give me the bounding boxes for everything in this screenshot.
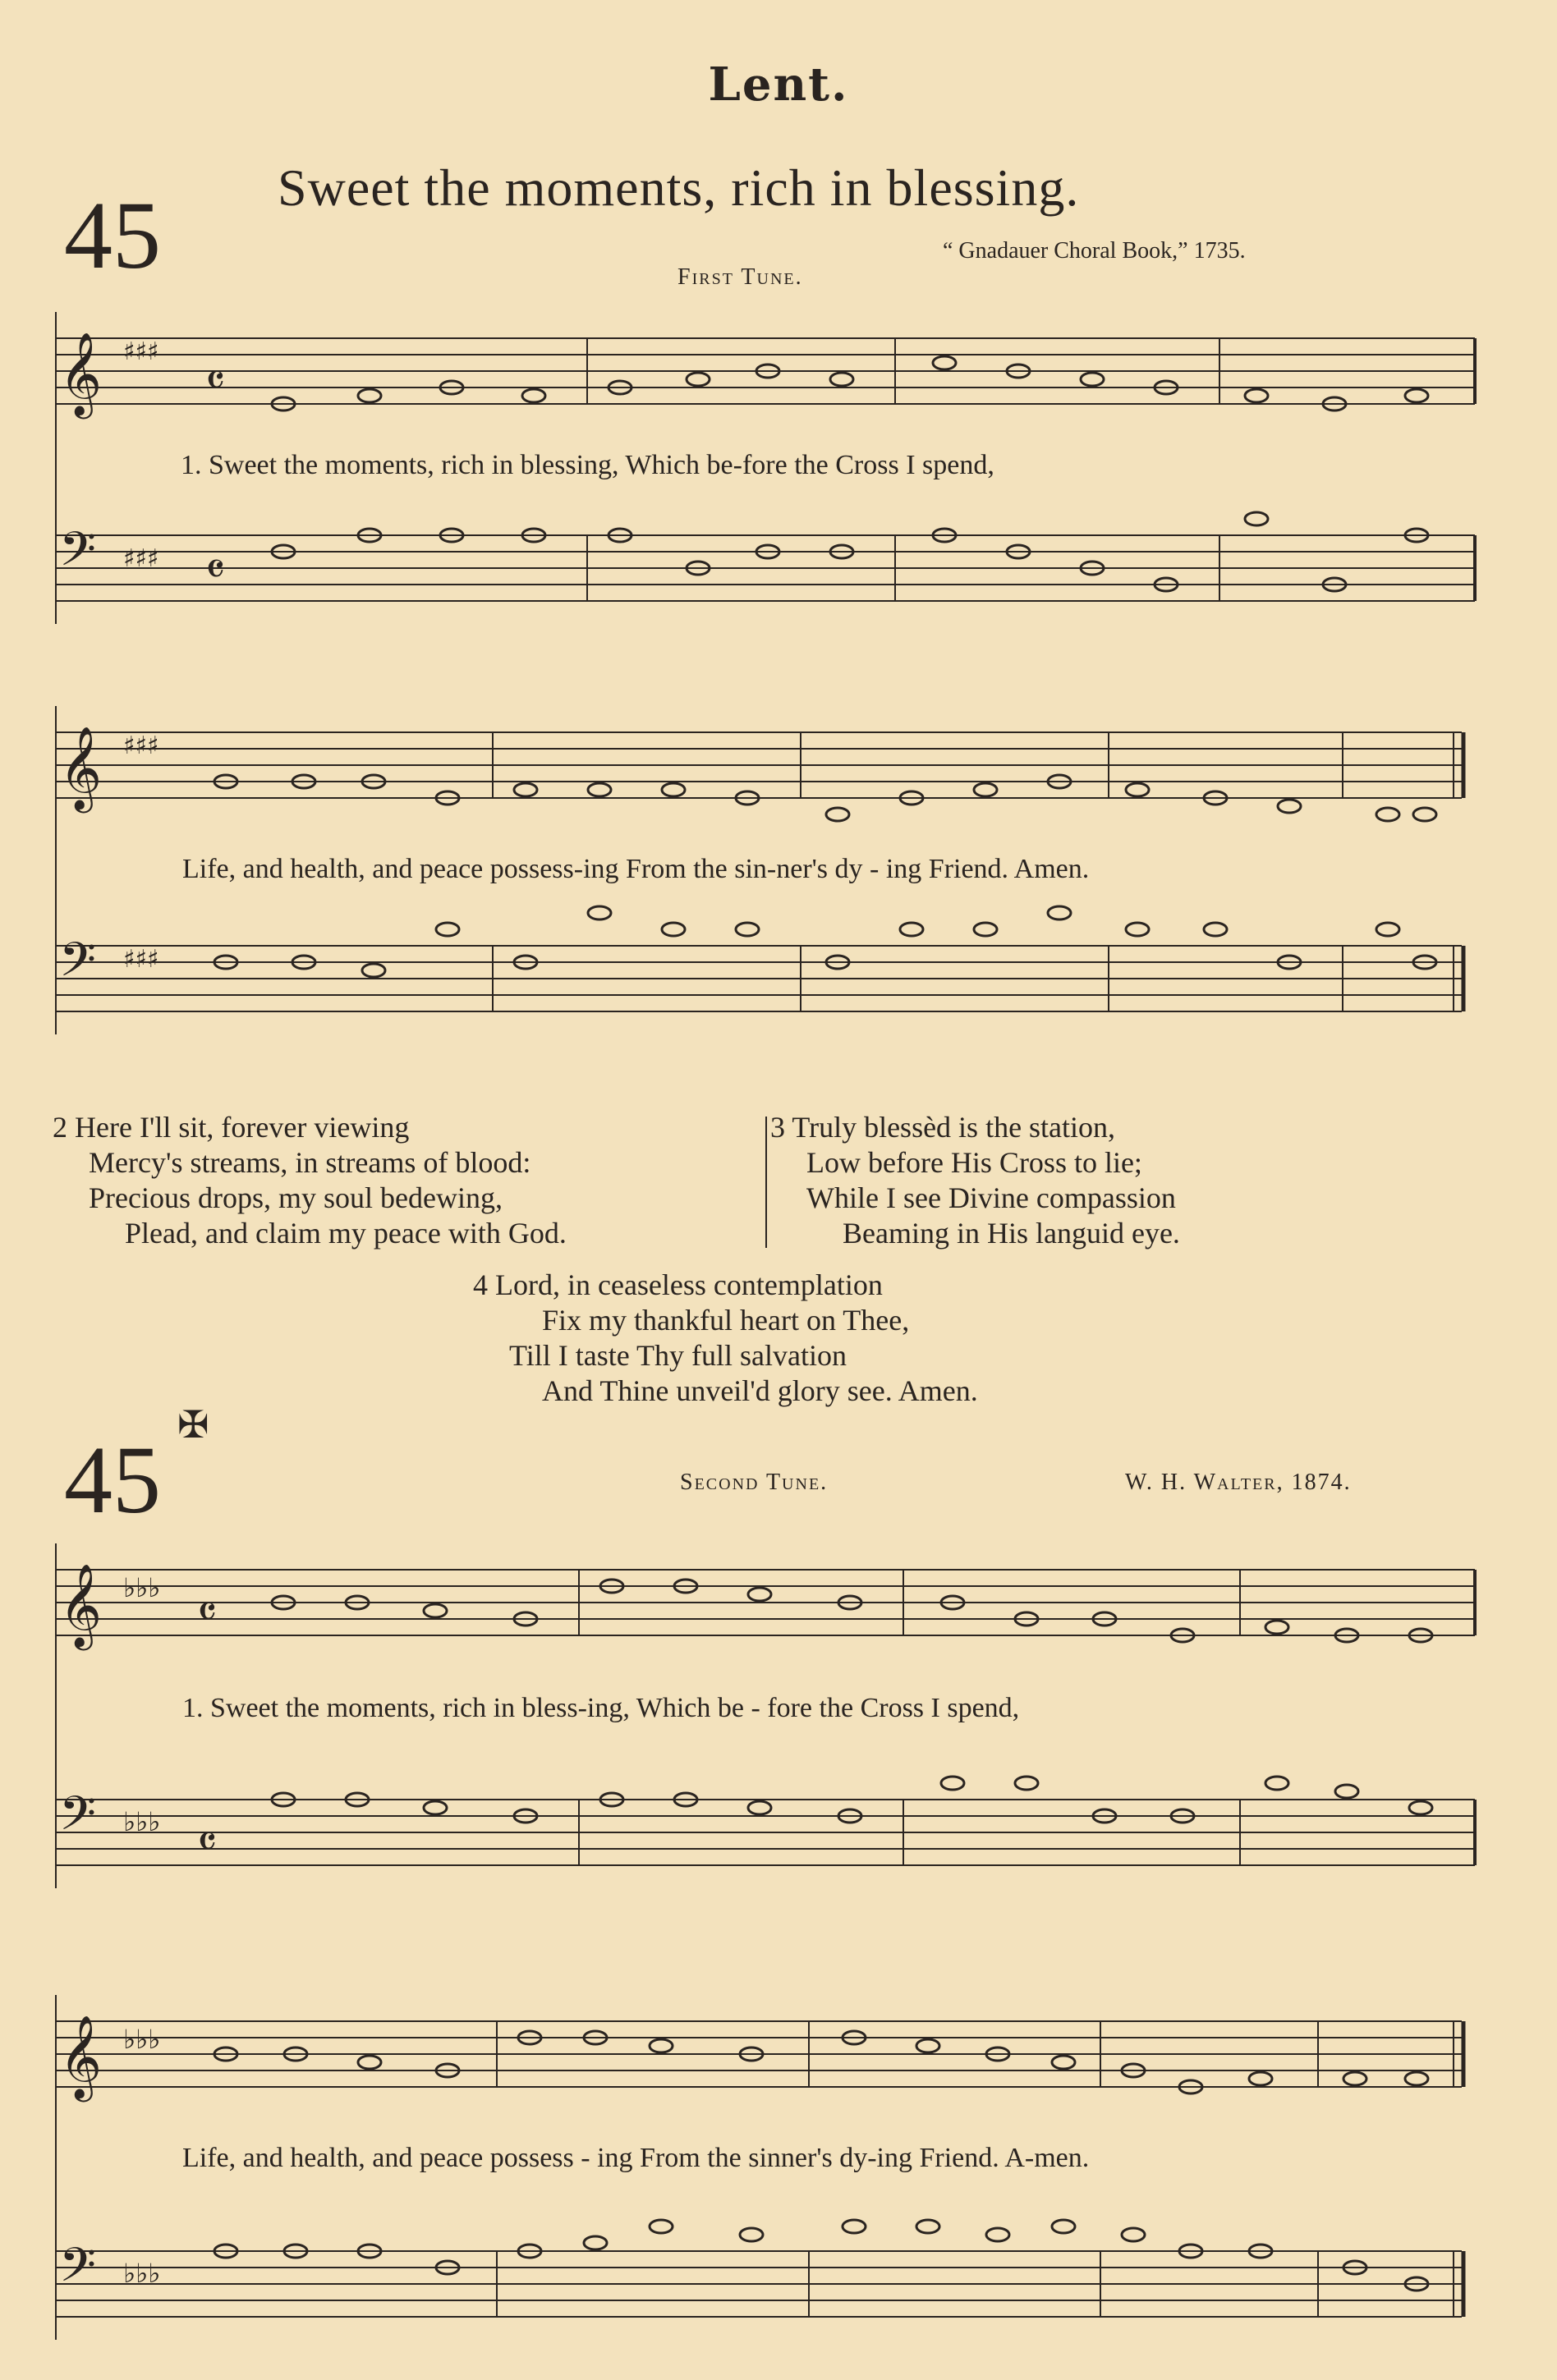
svg-text:𝄞: 𝄞 [59,1562,103,1647]
svg-text:𝄴: 𝄴 [197,1586,218,1638]
verse-3-number: 3 [770,1111,785,1144]
first-tune-label: First Tune. [677,264,803,290]
verse-2-line-1: Here I'll sit, forever viewing [75,1111,410,1144]
bass-clef-1: 𝄢 [59,521,97,589]
verse-4-line-1: Lord, in ceaseless contemplation [495,1268,883,1301]
treble-clef-2: 𝄞 [59,725,103,809]
verse-2-line-3: Precious drops, my soul bedewing, [89,1181,503,1214]
svg-text:𝄢: 𝄢 [59,1786,97,1853]
second-tune-composer: W. H. Walter, 1874. [1125,1470,1352,1495]
verse-4-line-2: Fix my thankful heart on Thee, [542,1304,910,1337]
svg-text:♭♭♭: ♭♭♭ [123,2258,161,2289]
verse-3-line-2: Low before His Cross to lie; [806,1146,1142,1179]
verse-3-line-1: Truly blessèd is the station, [792,1111,1116,1144]
svg-text:♯♯♯: ♯♯♯ [123,337,159,366]
verse-2-number: 2 [53,1111,67,1144]
first-tune-lyric-1: 1. Sweet the moments, rich in blessing, Which be-fore the Cross I spend, [181,450,994,480]
page-heading: Lent. [708,57,849,112]
hymn-number: 45 [64,181,161,289]
svg-text:𝄴: 𝄴 [205,543,226,595]
verse-2-line-2: Mercy's streams, in streams of blood: [89,1146,531,1179]
hymn-title: Sweet the moments, rich in blessing. [278,158,1080,217]
verse-2-line-4: Plead, and claim my peace with God. [125,1217,567,1250]
svg-text:♯♯♯: ♯♯♯ [123,731,159,760]
verse-4-line-3: Till I taste Thy full salvation [509,1339,847,1372]
staff-3-treble [56,1570,1475,1635]
svg-text:𝄞: 𝄞 [59,2014,103,2098]
second-tune-lyric-1: 1. Sweet the moments, rich in bless-ing, Which be - fore the Cross I spend, [182,1693,1020,1723]
svg-text:𝄴: 𝄴 [197,1816,218,1868]
verse-4-line-4: And Thine unveil'd glory see. Amen. [542,1374,978,1407]
bass-clef-2: 𝄢 [59,932,97,999]
verse-3-line-4: Beaming in His languid eye. [843,1217,1180,1250]
svg-text:𝄢: 𝄢 [59,2237,97,2304]
svg-text:♯♯♯: ♯♯♯ [123,945,159,974]
svg-text:♭♭♭: ♭♭♭ [123,2024,161,2055]
svg-text:♯♯♯: ♯♯♯ [123,544,159,573]
svg-text:♭♭♭: ♭♭♭ [123,1806,161,1837]
second-tune-number: 45 [64,1426,161,1534]
second-tune-lyric-2: Life, and health, and peace possess - ing From the sinner's dy-ing Friend. A-men. [182,2143,1090,2173]
second-tune-label: Second Tune. [680,1470,829,1495]
treble-clef-1: 𝄞 [59,331,103,415]
cross-mark: ✠ [177,1404,209,1446]
verse-3-line-3: While I see Divine compassion [806,1181,1176,1214]
verse-4-number: 4 [473,1268,488,1301]
staff-4-treble [56,2021,1463,2087]
svg-text:♭♭♭: ♭♭♭ [123,1572,161,1603]
source-text: “ Gnadauer Choral Book,” 1735. [943,238,1246,264]
svg-text:𝄴: 𝄴 [205,355,226,406]
first-tune-lyric-2: Life, and health, and peace possess-ing From the sin-ner's dy - ing Friend. Amen. [182,854,1090,884]
